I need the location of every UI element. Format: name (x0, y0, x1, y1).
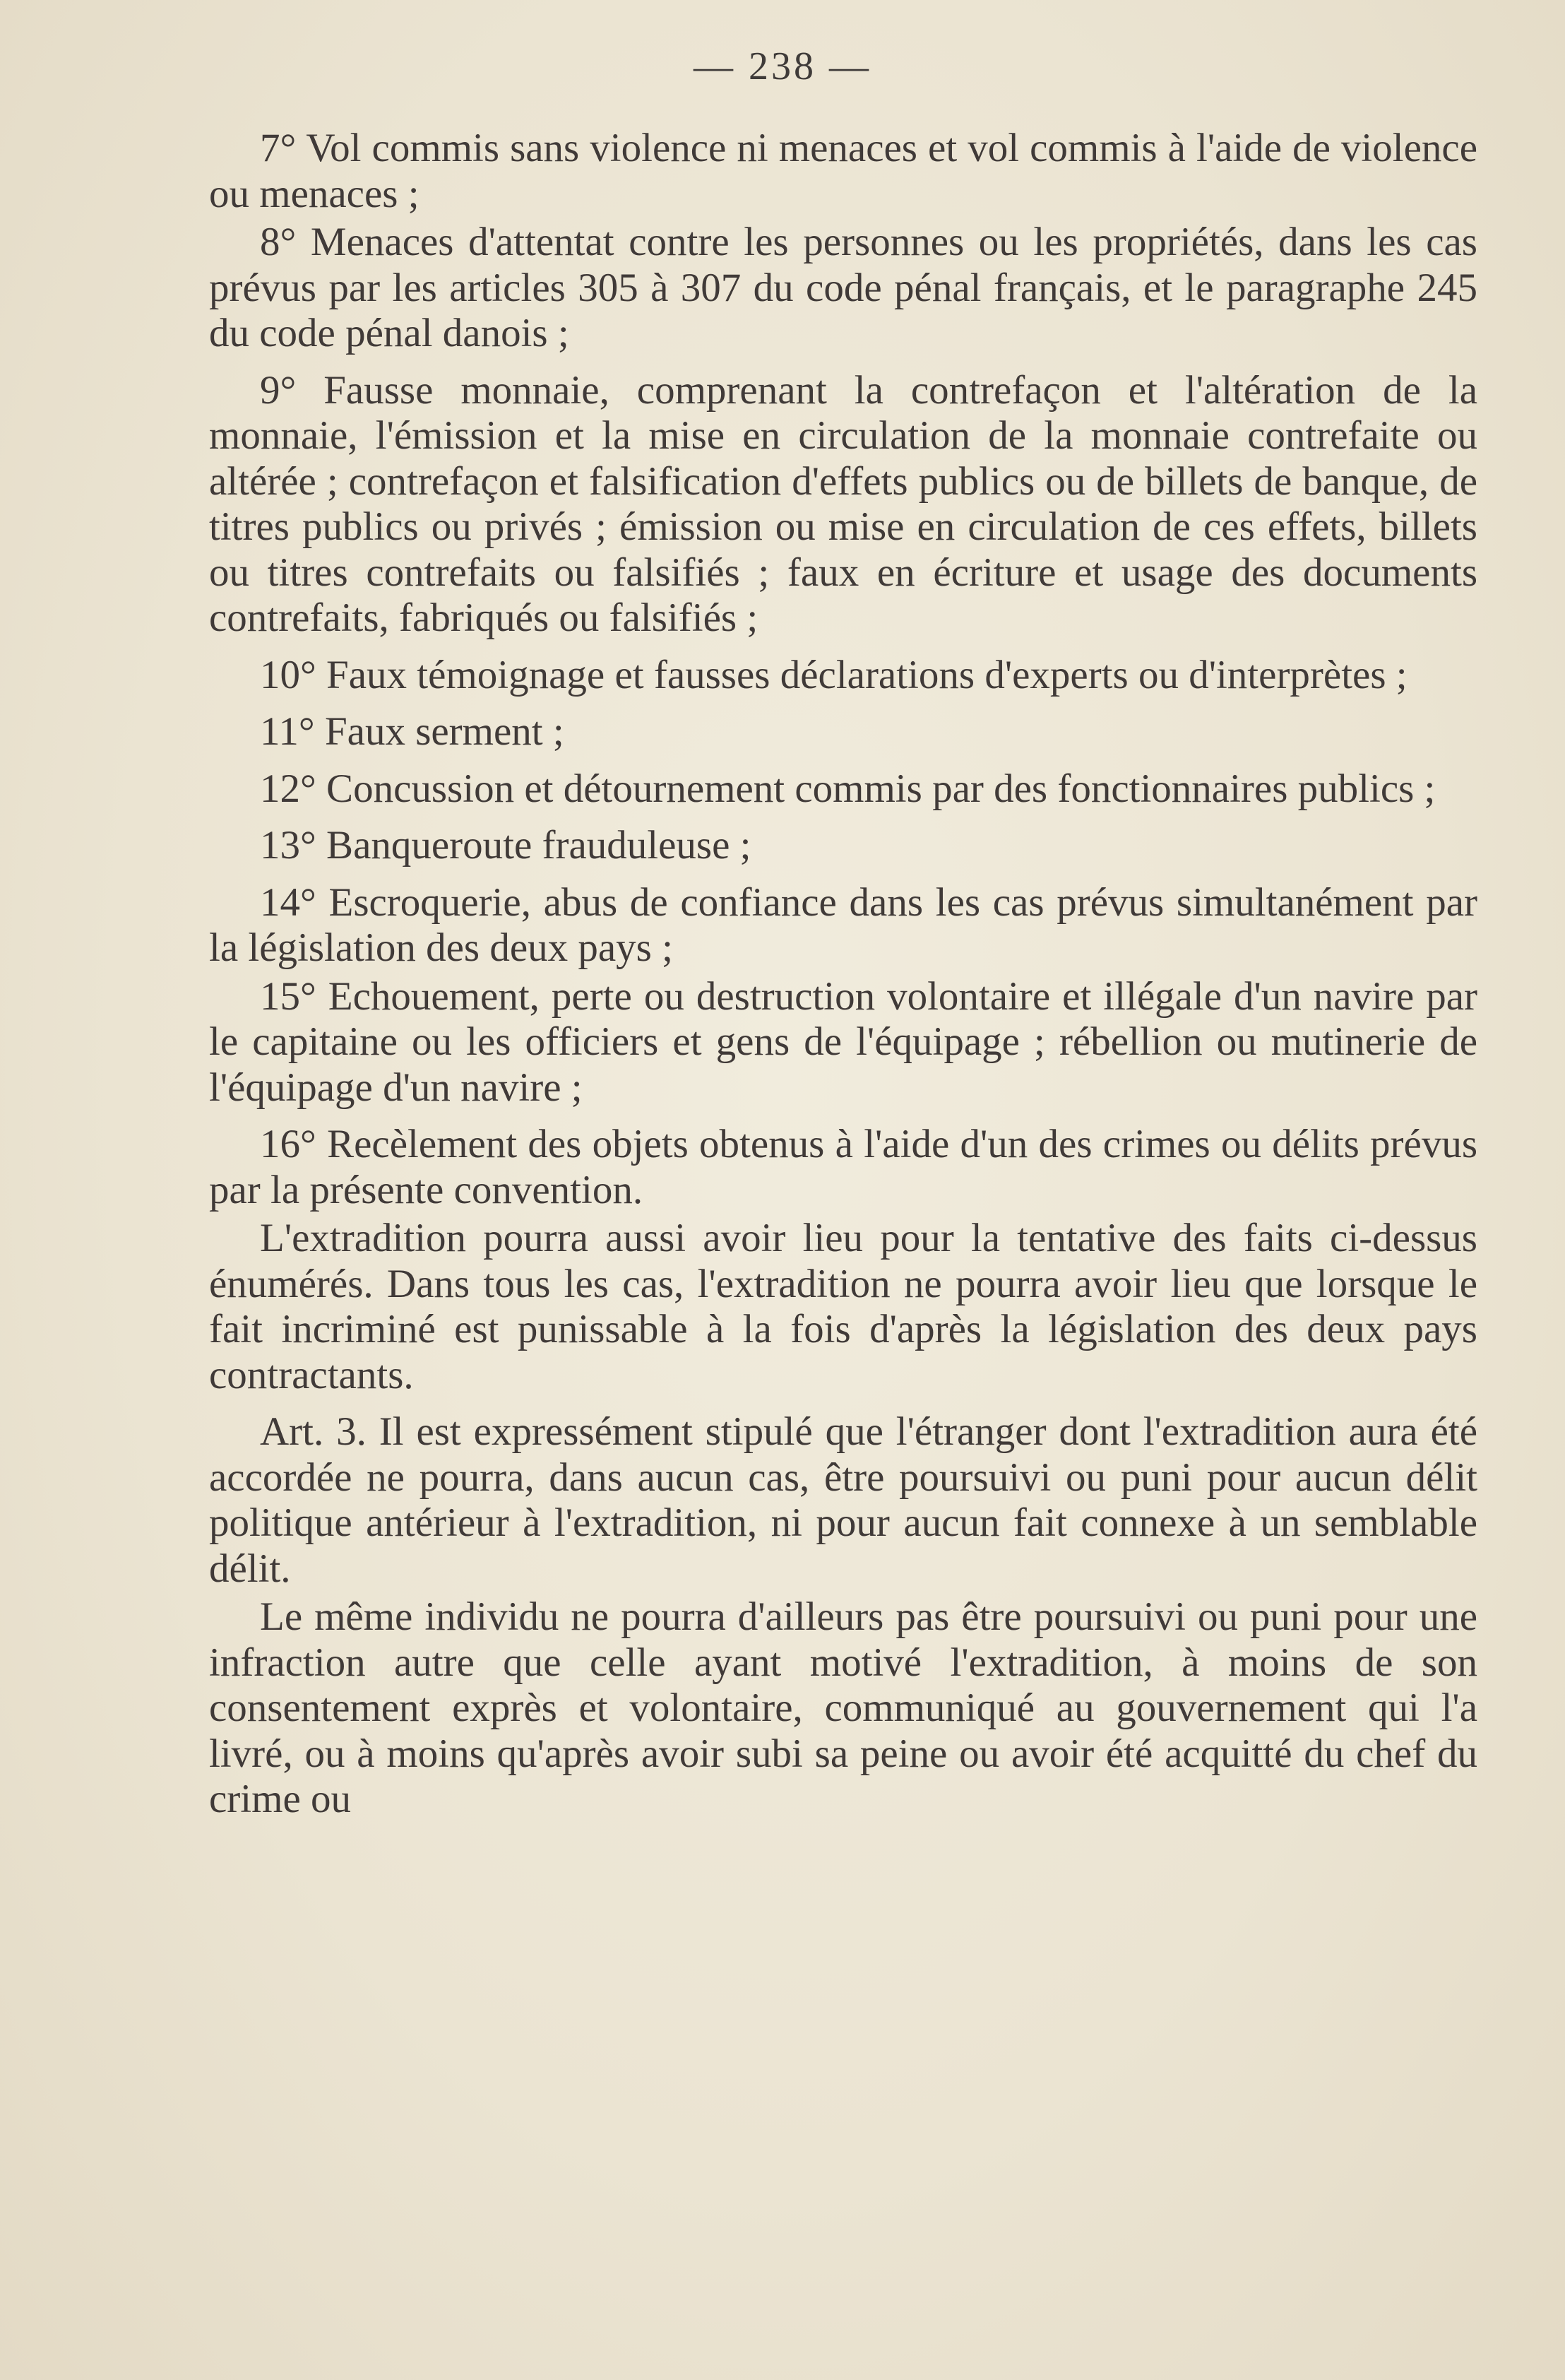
item-text: Fausse monnaie, comprenant la contrefaçon et l'altération de la monnaie, l'émission et la mise en circulation de la monnaie contrefaite ou altérée ; contrefaçon et falsification d'effets publics ou de billets de banque, de titres publics ou privés ; émission ou mise en circulation de ces effets, billets ou titres contrefaits ou falsifiés ; faux en écriture et usage des documents contrefaits, fabriqués ou falsifiés ; (209, 367, 1477, 640)
item-number: 13° (260, 823, 316, 868)
paragraph-text: Art. 3. Il est expressément stipulé que l'étranger dont l'extradition aura été accordée ne pourra, dans aucun cas, être poursuivi ou puni pour aucun délit politique antérieur à l'extradition, ni pour aucun fait connexe à un semblable délit. (209, 1409, 1477, 1591)
item-text: Echouement, perte ou destruction volontaire et illégale d'un navire par le capitaine ou les officiers et gens de l'équipage ; rébellion ou mutinerie de l'équipage d'un navire ; (209, 973, 1478, 1110)
article-item-9 (209, 368, 1477, 641)
article-item-10 (209, 653, 1477, 699)
item-text: Recèlement des objets obtenus à l'aide d'un des crimes ou délits prévus par la présente convention. (209, 1122, 1478, 1212)
item-text: Menaces d'attentat contre les personnes ou les propriétés, dans les cas prévus par les articles 305 à 307 du code pénal français, et le paragraphe 245 du code pénal danois ; (209, 220, 1477, 355)
item-number: 7° (260, 126, 297, 170)
paragraph-text: Le même individu ne pourra d'ailleurs pas être poursuivi ou puni pour une infraction autre que celle ayant motivé l'extradition, à moins de son consentement exprès et volontaire, communiqué au gouvernement qui l'a livré, ou à moins qu'après avoir subi sa peine ou avoir été acquitté du chef du crime ou (209, 1594, 1477, 1821)
article-item-14 (209, 880, 1477, 971)
paragraph-text: L'extradition pourra aussi avoir lieu pour la tentative des faits ci-dessus énumérés. Dans tous les cas, l'extradition ne pourra avoir lieu que lorsque le fait incriminé est punissable à la fois d'après la législation des deux pays contractants. (209, 1216, 1477, 1397)
body-text (209, 126, 1477, 1823)
article-item-12 (209, 766, 1477, 812)
item-text: Escroquerie, abus de confiance dans les cas prévus simultanément par la législation des deux pays ; (209, 880, 1477, 970)
item-text: Vol commis sans violence ni menaces et vol commis à l'aide de violence ou menaces ; (209, 126, 1477, 216)
item-text: Faux serment ; (324, 709, 564, 754)
article-item-7 (209, 126, 1477, 217)
article-item-11 (209, 709, 1477, 755)
article-item-13 (209, 823, 1477, 869)
item-number: 16° (260, 1122, 316, 1166)
article-item-8 (209, 220, 1477, 357)
item-text: Faux témoignage et fausses déclarations d'experts ou d'interprètes ; (326, 652, 1408, 697)
extradition-attempt-paragraph (209, 1216, 1477, 1398)
item-text: Banqueroute frauduleuse ; (326, 823, 751, 868)
same-individual-paragraph (209, 1594, 1477, 1823)
page-number: — 238 — (694, 45, 871, 88)
item-number: 14° (260, 880, 316, 925)
article-item-16 (209, 1122, 1477, 1213)
article-3-paragraph (209, 1409, 1477, 1592)
item-number: 8° (260, 220, 297, 264)
item-number: 15° (260, 973, 316, 1019)
item-number: 12° (260, 766, 316, 811)
item-number: 11° (260, 709, 315, 754)
article-item-15 (209, 974, 1477, 1111)
item-text: Concussion et détournement commis par des fonctionnaires publics ; (326, 766, 1436, 811)
item-number: 9° (260, 367, 297, 413)
item-number: 10° (260, 652, 316, 697)
